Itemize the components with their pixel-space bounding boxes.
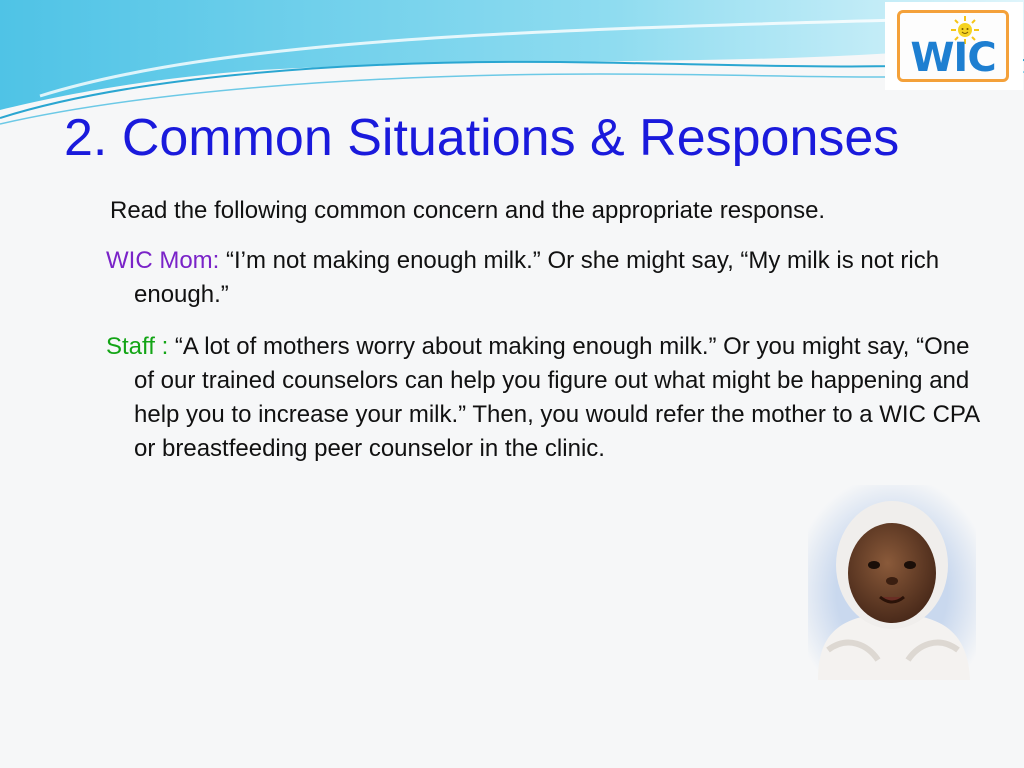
staff-text: “A lot of mothers worry about making enough milk.” Or you might say, “One of our trained counselors can help you figure out what might be happening and help you to increase your milk.” Then, you would refer the mother to a WIC CPA or breastfeeding peer counselor in the clinic. <box>134 333 979 462</box>
staff-label: Staff : <box>106 333 169 360</box>
logo-frame <box>897 10 1009 82</box>
slide-title: 2. Common Situations & Responses <box>64 109 900 167</box>
intro-text: Read the following common concern and the appropriate response. <box>110 197 826 224</box>
mom-text: “I’m not making enough milk.” Or she might say, “My milk is not rich enough.” <box>134 247 940 308</box>
mom-label: WIC Mom: <box>106 247 220 274</box>
wic-logo <box>885 2 1023 90</box>
baby-photo <box>808 485 976 680</box>
logo-text: WIC <box>910 35 996 81</box>
staff-response <box>106 330 994 466</box>
mom-quote <box>106 244 994 312</box>
